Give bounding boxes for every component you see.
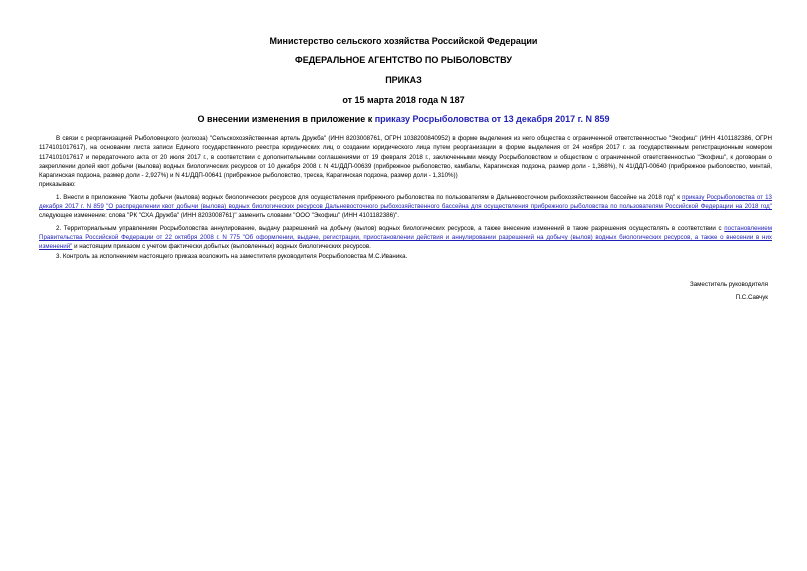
order-word: приказываю: [39,181,76,189]
item-2-text-b: и настоящим приказом с учетом фактически добытых (выловленных) водных биологических ресурсов. [72,243,371,251]
agency-heading: ФЕДЕРАЛЬНОЕ АГЕНТСТВО ПО РЫБОЛОВСТВУ [295,55,512,65]
document-title-prefix: О внесении изменения в приложение к [197,114,375,124]
document-title-link[interactable]: приказу Росрыболовства от 13 декабря 2017 г. N 859 [374,114,610,124]
item-1-paragraph [39,193,772,221]
item-1-order-link[interactable]: приказу Росрыболовства от 13 декабря 2017 г. N 859 [39,193,773,211]
item-3-paragraph: 3. Контроль за исполнением настоящего приказа возложить на заместителя руководителя Росрыболовства М.С.Иваника. [56,252,408,260]
document-body [39,134,772,261]
date-number-heading: от 15 марта 2018 года N 187 [342,95,465,105]
item-1-text-a: 1. Внести в приложение "Квоты добычи (вылова) водных биологических ресурсов для осуществления прибрежного рыболовства по пользователям в Дальневосточном рыбохозяйственном бассейне на 2018 год" к [56,193,683,201]
signature-position: Заместитель руководителя [689,281,768,288]
ministry-heading: Министерство сельского хозяйства Российской Федерации [269,36,538,46]
doc-type-heading: ПРИКАЗ [385,75,422,85]
item-1-title-link[interactable]: "О распределении квот добычи (вылова) водных биологических ресурсов Дальневосточного рыбохозяйственного бассейна для осуществления прибрежного рыболовства по пользователям Российской Федерации на 2018 год" [106,203,772,211]
preamble-paragraph: В связи с реорганизацией Рыболовецкого (колхоза) "Сельскохозяйственная артель Дружба" (ИНН 8203008761, ОГРН 1038200840952) в форме выделения из него общества с ограниченной ответственностью "Экофиш" (ИНН 4101182386, ОГРН 1174101017617), на основании листа записи Единого государственного реестра юридических лиц о создании юридического лица путем реорганизации в форме выделения от 24 ноября 2017 г. за государственным регистрационным номером 1174101017617 и передаточного акта от 20 июля 2017 г., в соответствии с дополнительными соглашениями от 19 февраля 2018 г., заключенными между Росрыболовством и обществом с ограниченной ответственностью "Экофиш", к договорам о закреплении долей квот добычи (вылова) водных биологических ресурсов от 10 декабря 2008 г. N 41/ДДП-00639 (прибрежное рыболовство, камбалы, Карагинская подзона, размер доли - 1,368%), N 41/ДДП-00640 (прибрежное рыболовство, минтай, Карагинская подзона, размер доли - 2,927%) и N 41/ДДП-00641 (прибрежное рыболовство, треска, Карагинская подзона, размер доли - 1,310%)) [39,135,772,180]
item-1-text-b: следующее изменение: слова "РК "СХА Дружба" (ИНН 8203008761)" заменить словами "ООО "Экофиш" (ИНН 4101182386)". [39,212,400,220]
item-2-resolution-link[interactable]: постановлением Правительства Российской Федерации от 22 октября 2008 г. N 775 "Об оформлении, выдаче, регистрации, приостановлении действия и аннулировании разрешений на добычу (вылов) водных биологических ресурсов, а также о внесении в них изменений" [39,224,772,251]
item-2-text-a: 2. Территориальным управлениям Росрыболовства аннулирование, выдачу разрешений на добычу (вылов) водных биологических ресурсов, а также внесение изменений в такие разрешения осуществлять в соответствии с [56,224,725,232]
document-title [0,114,807,125]
item-2-paragraph [39,224,772,252]
signature-name: П.С.Савчук [735,294,768,301]
